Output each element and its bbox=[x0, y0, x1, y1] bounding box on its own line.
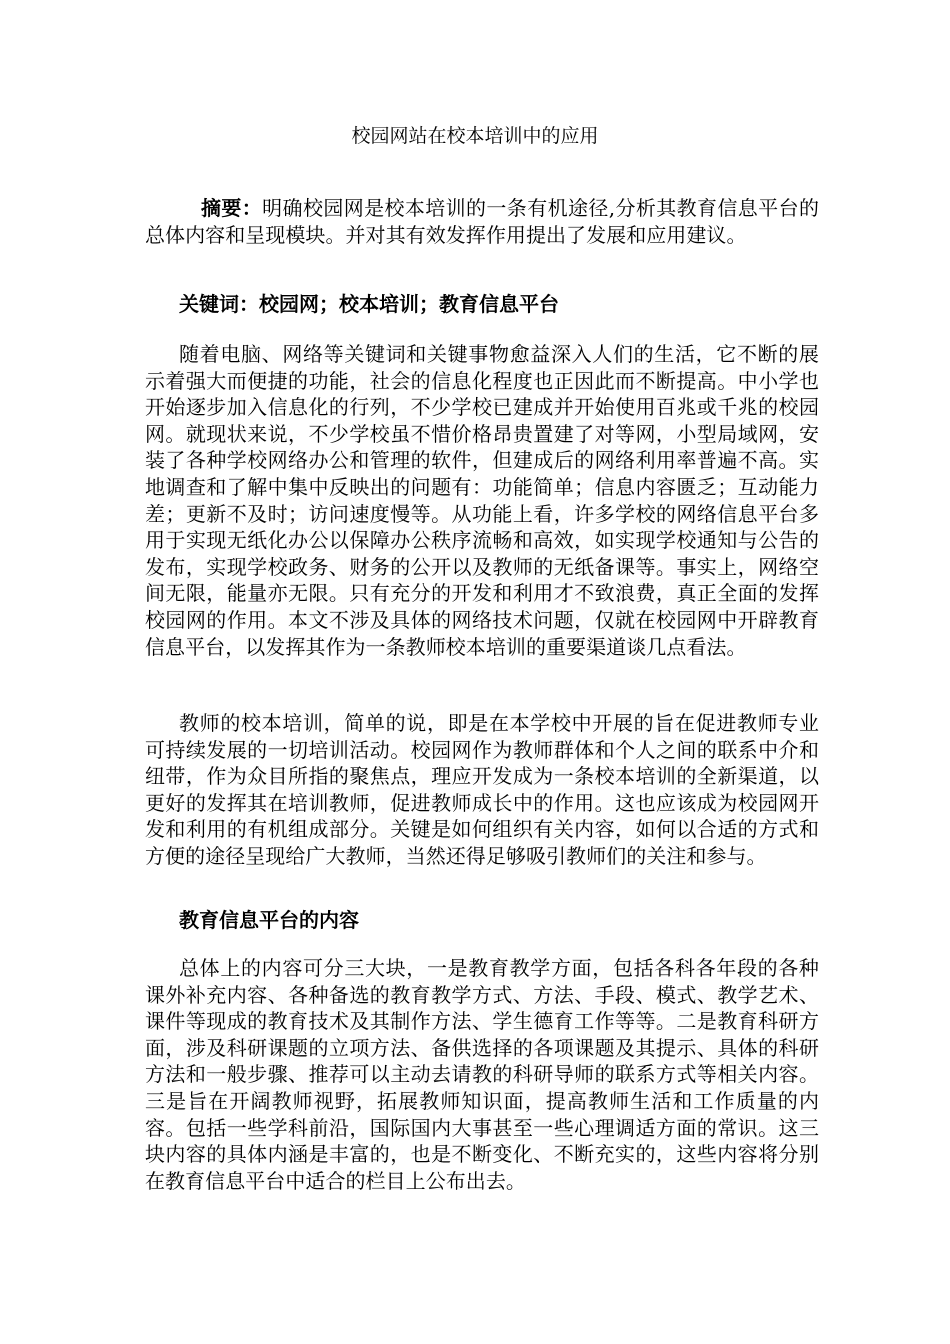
abstract-label: 摘要： bbox=[201, 196, 263, 220]
body-paragraph-1: 随着电脑、网络等关键词和关键事物愈益深入人们的生活，它不断的展示着强大而便捷的功能，社会的信息化程度也正因此而不断提高。中小学也开始逐步加入信息化的行列，不少学校已建成并开始使用百兆或千兆的校园网。就现状来说，不少学校虽不惜价格昂贵置建了对等网，小型局域网，安装了各种学校网络办公和管理的软件，但建成后的网络利用率普遍不高。实地调查和了解中集中反映出的问题有：功能简单；信息内容匮乏；互动能力差；更新不及时；访问速度慢等。从功能上看，许多学校的网络信息平台多用于实现无纸化办公以保障办公秩序流畅和高效，如实现学校通知与公告的发布，实现学校政务、财务的公开以及教师的无纸备课等。事实上，网络空间无限，能量亦无限。只有充分的开发和利用才不致浪费，真正全面的发挥校园网的作用。本文不涉及具体的网络技术问题，仅就在校园网中开辟教育信息平台，以发挥其作为一条教师校本培训的重要渠道谈几点看法。 bbox=[145, 342, 819, 659]
keywords-line: 关键词：校园网；校本培训；教育信息平台 bbox=[179, 292, 559, 316]
abstract-paragraph bbox=[145, 195, 819, 248]
body-paragraph-2: 教师的校本培训，简单的说，即是在本学校中开展的旨在促进教师专业可持续发展的一切培训活动。校园网作为教师群体和个人之间的联系中介和纽带，作为众目所指的聚焦点，理应开发成为一条校本培训的全新渠道，以更好的发挥其在培训教师，促进教师成长中的作用。这也应该成为校园网开发和利用的有机组成部分。关键是如何组织有关内容，如何以合适的方式和方便的途径呈现给广大教师，当然还得足够吸引教师们的关注和参与。 bbox=[145, 711, 819, 868]
document-title: 校园网站在校本培训中的应用 bbox=[351, 125, 599, 147]
abstract-text: 明确校园网是校本培训的一条有机途径,分析其教育信息平台的总体内容和呈现模块。并对其有效发挥作用提出了发展和应用建议。 bbox=[145, 196, 819, 247]
section-heading: 教育信息平台的内容 bbox=[179, 908, 359, 932]
body-paragraph-3: 总体上的内容可分三大块，一是教育教学方面，包括各科各年段的各种课外补充内容、各种备选的教育教学方式、方法、手段、模式、教学艺术、课件等现成的教育技术及其制作方法、学生德育工作等等。二是教育科研方面，涉及科研课题的立项方法、备供选择的各项课题及其提示、具体的科研方法和一般步骤、推荐可以主动去请教的科研导师的联系方式等相关内容。三是旨在开阔教师视野，拓展教师知识面，提高教师生活和工作质量的内容。包括一些学科前沿，国际国内大事甚至一些心理调适方面的常识。这三块内容的具体内涵是丰富的，也是不断变化、不断充实的，这些内容将分别在教育信息平台中适合的栏目上公布出去。 bbox=[145, 956, 819, 1193]
